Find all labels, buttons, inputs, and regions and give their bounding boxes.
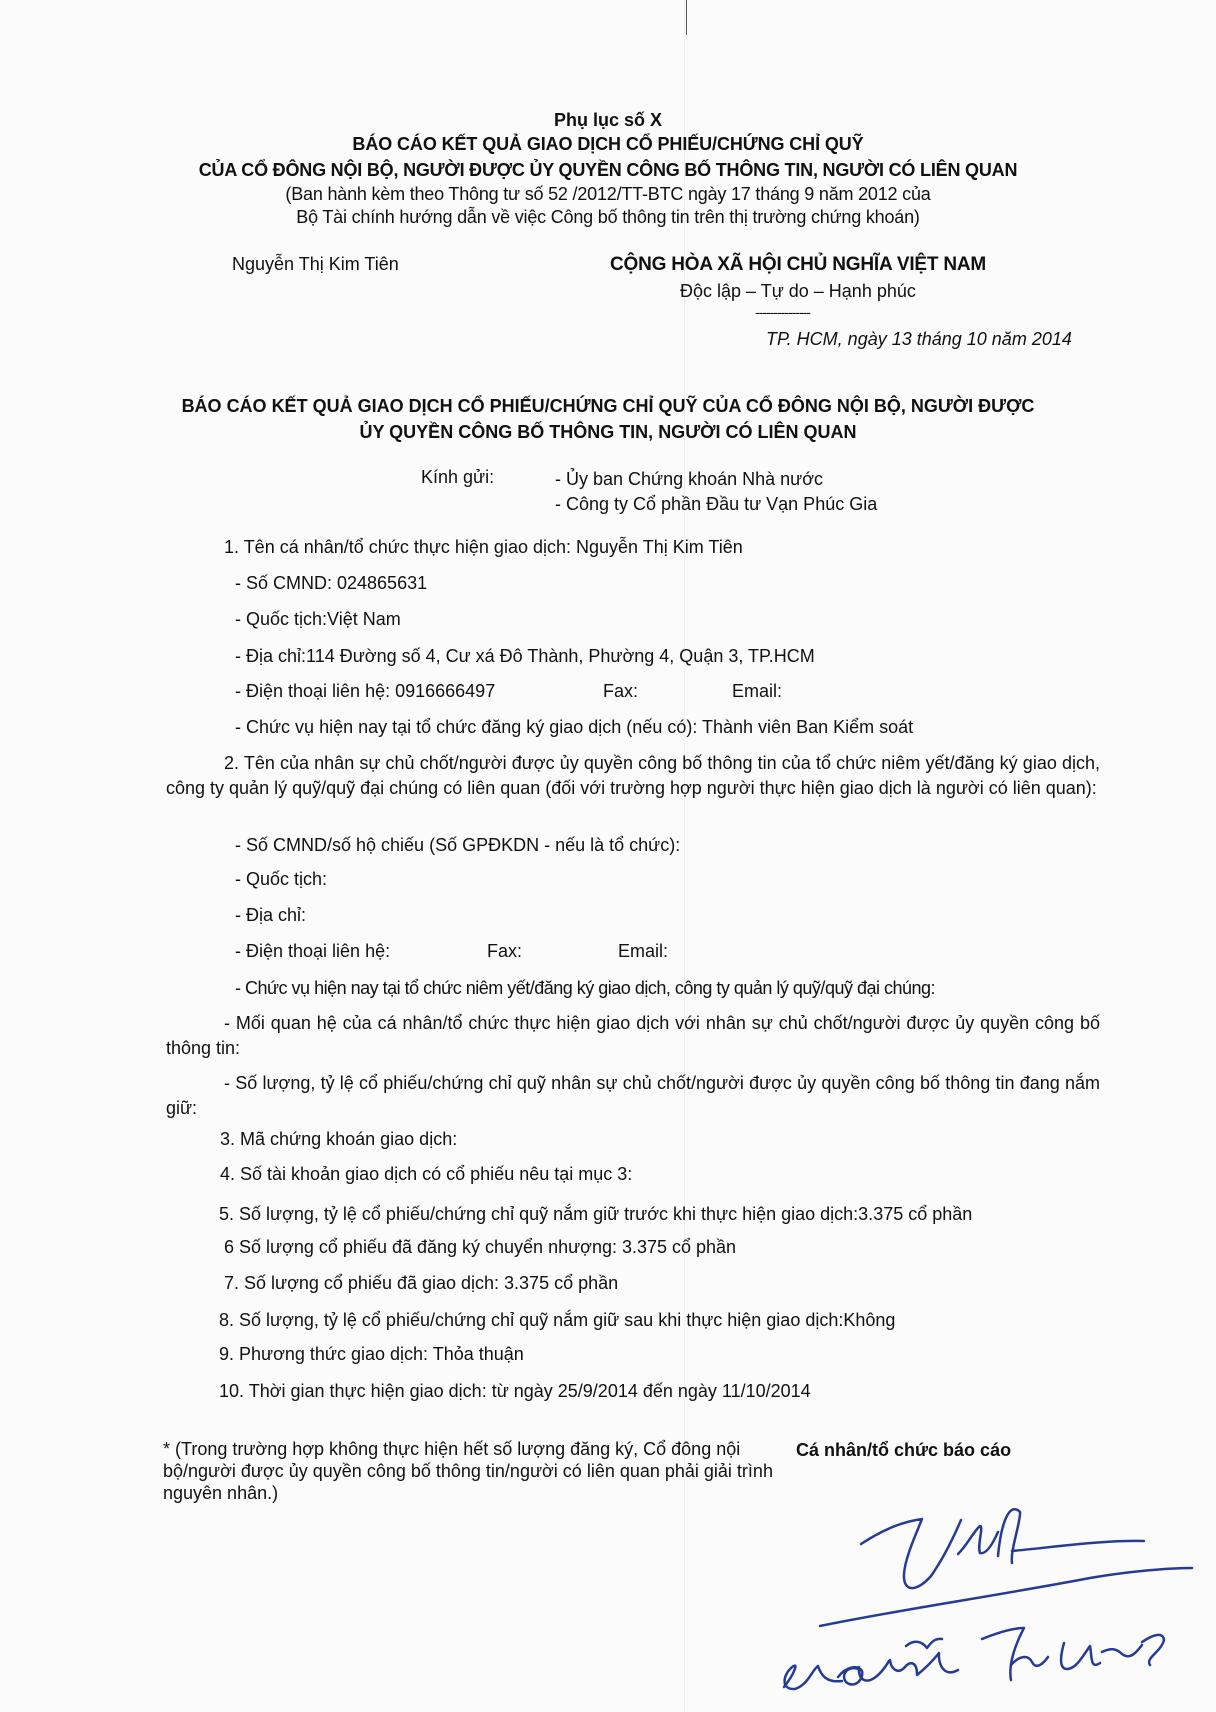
appendix-subtitle: CỦA CỔ ĐÔNG NỘI BỘ, NGƯỜI ĐƯỢC ỦY QUYỀN CÔNG BỐ THÔNG TIN, NGƯỜI CÓ LIÊN QUAN xyxy=(198,160,1018,180)
signature-name-stroke xyxy=(1061,1643,1100,1669)
report-title xyxy=(0,393,1216,445)
signature-name-stroke xyxy=(859,1661,889,1681)
recipient-item: - Công ty Cổ phần Đầu tư Vạn Phúc Gia xyxy=(555,494,878,514)
signature-stroke xyxy=(958,1526,998,1554)
signer-title: Cá nhân/tổ chức báo cáo xyxy=(796,1440,1012,1460)
footer-note: * (Trong trường hợp không thực hiện hết số lượng đăng ký, Cổ đông nội bộ/người được ủy quyền công bố thông tin/người có liên quan phải giải trình nguyên nhân.) xyxy=(163,1439,773,1503)
signature-name-stroke xyxy=(917,1653,958,1675)
recipient-item: - Ủy ban Chứng khoán Nhà nước xyxy=(555,469,824,489)
section-2-email: Email: xyxy=(618,941,669,961)
item-10: 10. Thời gian thực hiện giao dịch: từ ngày 25/9/2014 đến ngày 11/10/2014 xyxy=(219,1381,811,1401)
section-1-phone: - Điện thoại liên hệ: 0916666497 xyxy=(235,681,496,701)
recipient-label: Kính gửi: xyxy=(421,467,495,487)
item-7: 7. Số lượng cổ phiếu đã giao dịch: 3.375 cổ phần xyxy=(224,1273,619,1293)
signature-name-stroke xyxy=(1011,1657,1048,1666)
item-3: 3. Mã chứng khoán giao dịch: xyxy=(220,1129,458,1149)
signature-stroke xyxy=(861,1519,961,1588)
motto-divider: --------------- xyxy=(755,304,810,320)
top-edge-mark xyxy=(686,0,687,35)
appendix-title: BÁO CÁO KẾT QUẢ GIAO DỊCH CỔ PHIẾU/CHỨNG CHỈ QUỸ xyxy=(352,134,864,154)
item-4: 4. Số tài khoản giao dịch có cổ phiếu nêu tại mục 3: xyxy=(220,1164,633,1184)
section-1-email: Email: xyxy=(732,681,783,701)
report-title-line-1: BÁO CÁO KẾT QUẢ GIAO DỊCH CỔ PHIẾU/CHỨNG CHỈ QUỸ CỦA CỔ ĐÔNG NỘI BỘ, NGƯỜI ĐƯỢC xyxy=(181,396,1035,416)
section-1-address: - Địa chỉ:114 Đường số 4, Cư xá Đô Thành, Phường 4, Quận 3, TP.HCM xyxy=(235,646,815,666)
section-2-holding xyxy=(166,1071,1100,1121)
issuance-note-line-1: (Ban hành kèm theo Thông tư số 52 /2012/TT-BTC ngày 17 tháng 9 năm 2012 của xyxy=(285,184,931,204)
signature-name-stroke xyxy=(1102,1645,1142,1656)
signature-stroke xyxy=(820,1568,1192,1626)
item-5: 5. Số lượng, tỷ lệ cổ phiếu/chứng chỉ quỹ nắm giữ trước khi thực hiện giao dịch:3.375 cổ phần xyxy=(219,1204,973,1224)
section-2-address: - Địa chỉ: xyxy=(235,905,307,925)
section-2-cmnd: - Số CMND/số hộ chiếu (Số GPĐKDN - nếu là tổ chức): xyxy=(235,835,681,855)
section-1-fax: Fax: xyxy=(603,681,639,701)
section-2-intro-text: 2. Tên của nhân sự chủ chốt/người được ủy quyền công bố thông tin của tổ chức niêm yết/đăng ký giao dịch, công ty quản lý quỹ/quỹ đại chúng có liên quan (đối với trường hợp người thực hiện giao dịch là người có liên quan): xyxy=(166,753,1100,798)
signature-name-stroke xyxy=(1142,1635,1164,1665)
issuance-note-line-2: Bộ Tài chính hướng dẫn về việc Công bố thông tin trên thị trường chứng khoán) xyxy=(296,207,920,227)
section-1-cmnd: - Số CMND: 024865631 xyxy=(235,573,428,593)
signature-name-stroke xyxy=(890,1660,917,1674)
document-date: TP. HCM, ngày 13 tháng 10 năm 2014 xyxy=(766,329,1072,349)
item-8: 8. Số lượng, tỷ lệ cổ phiếu/chứng chỉ quỹ nắm giữ sau khi thực hiện giao dịch:Không xyxy=(219,1310,896,1330)
section-2-holding-text: - Số lượng, tỷ lệ cổ phiếu/chứng chỉ quỹ nhân sự chủ chốt/người được ủy quyền công bố thông tin đang nắm giữ: xyxy=(166,1073,1100,1118)
recipient-list xyxy=(555,467,877,517)
item-9: 9. Phương thức giao dịch: Thỏa thuận xyxy=(219,1344,524,1364)
reporter-name-top: Nguyễn Thị Kim Tiên xyxy=(232,254,399,274)
section-2-relationship-text: - Mối quan hệ của cá nhân/tổ chức thực hiện giao dịch với nhân sự chủ chốt/người được ủy quyền công bố thông tin: xyxy=(166,1013,1100,1058)
section-2-intro xyxy=(166,751,1100,801)
section-2-position: - Chức vụ hiện nay tại tổ chức niêm yết/đăng ký giao dịch, công ty quản lý quỹ/quỹ đại chúng: xyxy=(235,978,936,998)
section-2-phone: - Điện thoại liên hệ: xyxy=(235,941,391,961)
section-1-title: 1. Tên cá nhân/tổ chức thực hiện giao dịch: Nguyễn Thị Kim Tiên xyxy=(224,537,743,557)
section-2-nationality: - Quốc tịch: xyxy=(235,869,328,889)
signature-name-stroke xyxy=(906,1639,942,1648)
appendix-label: Phụ lục số X xyxy=(553,110,663,130)
national-motto: Độc lập – Tự do – Hạnh phúc xyxy=(680,281,916,301)
signature-stroke xyxy=(998,1509,1020,1563)
signature-name-stroke xyxy=(784,1666,842,1689)
section-2-fax: Fax: xyxy=(487,941,523,961)
item-6: 6 Số lượng cổ phiếu đã đăng ký chuyển nhượng: 3.375 cổ phần xyxy=(224,1237,737,1257)
section-1-nationality: - Quốc tịch:Việt Nam xyxy=(235,609,401,629)
republic-heading: CỘNG HÒA XÃ HỘI CHỦ NGHĨA VIỆT NAM xyxy=(610,254,987,275)
section-1-position: - Chức vụ hiện nay tại tổ chức đăng ký giao dịch (nếu có): Thành viên Ban Kiểm soát xyxy=(235,717,914,737)
signature-stroke xyxy=(1012,1541,1144,1551)
report-title-line-2: ỦY QUYỀN CÔNG BỐ THÔNG TIN, NGƯỜI CÓ LIÊN QUAN xyxy=(359,422,857,442)
section-2-relationship xyxy=(166,1011,1100,1061)
signature-name-stroke xyxy=(838,1667,862,1684)
signature-name-stroke xyxy=(982,1628,1024,1680)
